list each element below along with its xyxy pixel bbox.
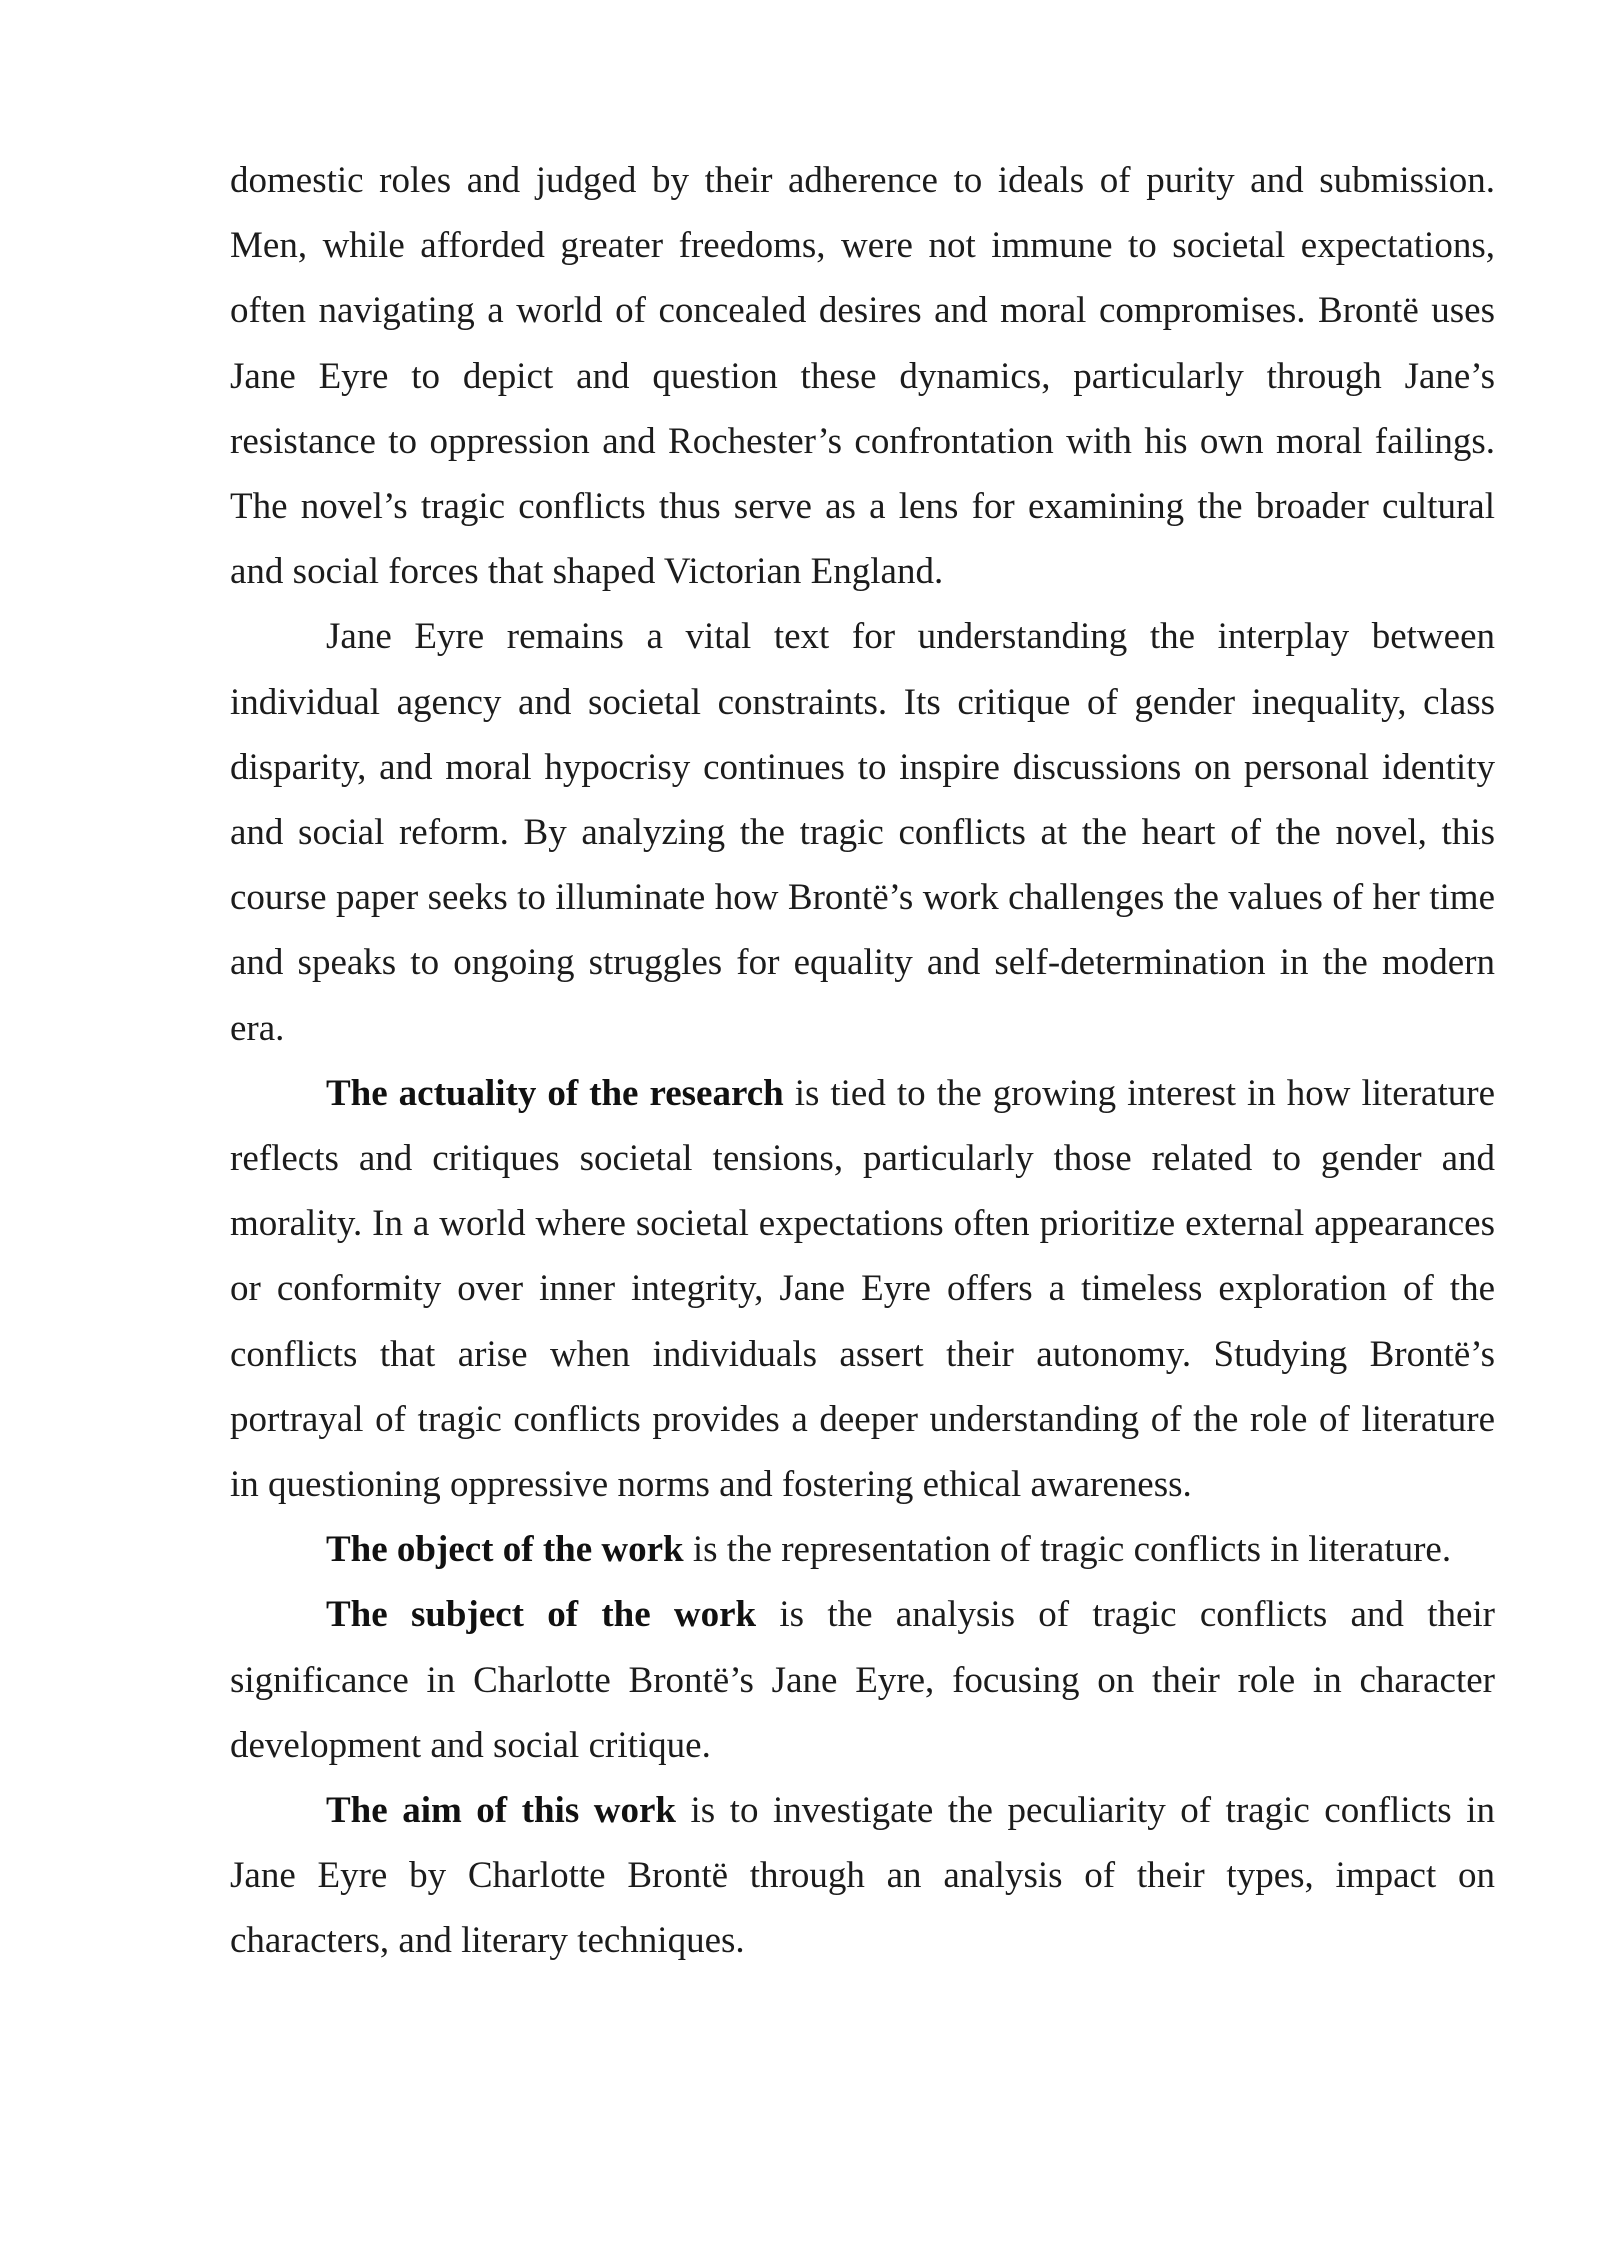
paragraph-text: domestic roles and judged by their adherence to ideals of purity and submission. Men, while afforded greater freedoms, were not immune to societal expectations, often navigating a world of concealed desires and moral compromises. Brontë uses Jane Eyre to depict and question these dynamics, particularly through Jane’s resistance to oppression and Rochester’s confrontation with his own moral failings. The novel’s tragic conflicts thus serve as a lens for examining the broader cultural and social forces that shaped Victorian England. — [230, 160, 1495, 593]
paragraph-social-context — [230, 148, 1495, 604]
paragraph-text: is to investigate the peculiarity of tragic conflicts in Jane Eyre by Charlotte Brontë through an analysis of their types, impact on characters, and literary techniques. — [230, 1790, 1495, 1962]
paragraph-interplay — [230, 604, 1495, 1060]
paragraph-actuality — [230, 1061, 1495, 1517]
paragraph-object — [230, 1517, 1495, 1582]
object-heading: The object of the work — [326, 1529, 684, 1571]
actuality-heading: The actuality of the research — [326, 1072, 784, 1114]
paragraph-subject — [230, 1582, 1495, 1778]
paragraph-aim — [230, 1778, 1495, 1974]
paragraph-text: is the analysis of tragic conflicts and their significance in Charlotte Brontë’s Jane Eyre, focusing on their role in character development and social critique. — [230, 1594, 1495, 1766]
aim-heading: The aim of this work — [326, 1790, 676, 1832]
body-text — [230, 148, 1495, 1974]
paragraph-text: Jane Eyre remains a vital text for understanding the interplay between individual agency and societal constraints. Its critique of gender inequality, class disparity, and moral hypocrisy continues to inspire discussions on personal identity and social reform. By analyzing the tragic conflicts at the heart of the novel, this course paper seeks to illuminate how Brontë’s work challenges the values of her time and speaks to ongoing struggles for equality and self-determination in the modern era. — [230, 616, 1495, 1049]
paragraph-text: is the representation of tragic conflicts in literature. — [683, 1529, 1452, 1571]
paragraph-text: is tied to the growing interest in how literature reflects and critiques societal tensions, particularly those related to gender and morality. In a world where societal expectations often prioritize external appearances or conformity over inner integrity, Jane Eyre offers a timeless exploration of the conflicts that arise when individuals assert their autonomy. Studying Brontë’s portrayal of tragic conflicts provides a deeper understanding of the role of literature in questioning oppressive norms and fostering ethical awareness. — [230, 1072, 1495, 1506]
subject-heading: The subject of the work — [326, 1594, 757, 1636]
